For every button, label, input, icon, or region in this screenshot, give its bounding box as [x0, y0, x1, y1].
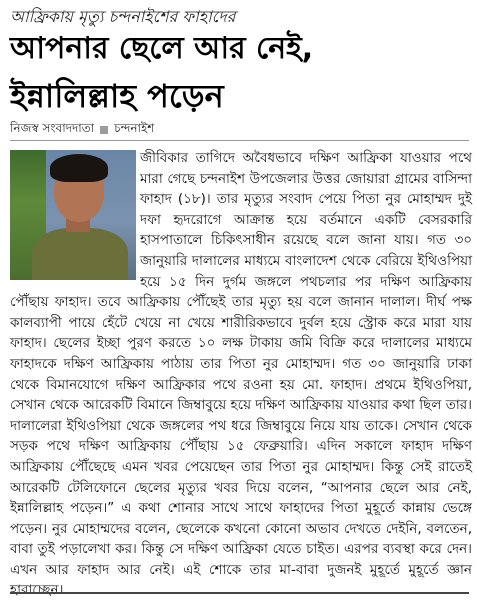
headline-line-2: ইন্নালিল্লাহ পড়েন — [10, 77, 224, 115]
article-body-text: জীবিকার তাগিদে অবৈধভাবে দক্ষিণ আফ্রিকা যাওয়ার পথে মারা গেছে চন্দনাইশ উপজেলার উত্তর জোয়ারা গ্রামের বাসিন্দা ফাহাদ (১৮)। তার মৃত্যুর সংবাদ পেয়ে পিতা নুর মোহাম্মদ দুই দফা হৃদরোগে আক্রান্ত হয়ে বর্তমানে একটি বেসরকারি হাসপাতালে চিকিৎসাধীন রয়েছে বলে জানা যায়। গত ৩০ জানুয়ারি দালালের মাধ্যমে বাংলাদেশ থেকে বেরিয়ে ইথিওপিয়া হয়ে ১৫ দিন দুর্গম জঙ্গলে পথচলার পর দক্ষিণ আফ্রিকায় পৌঁছায় ফাহাদ। তবে আফ্রিকায় পৌঁছেই তার মৃত্যু হয় বলে জানান দালাল। দীর্ঘ পক্ষ কালব্যাপী পায়ে হেঁটে খেয়ে না খেয়ে শারীরিকভাবে দুর্বল হয়ে স্ট্রোক করে মারা যায় ফাহাদ। ছেলের ইচ্ছা পুরণ করতে ১০ লক্ষ টাকায় জমি বিক্রি করে দালালের মাধ্যমে ফাহাদকে দক্ষিণ আফ্রিকায় পাঠায় তার পিতা নুর মোহাম্মদ। গত ৩০ জানুয়ারি ঢাকা থেকে বিমানযোগে দক্ষিণ আফ্রিকার পথে রওনা হয় মো. ফাহাদ। প্রথমে ইথিওপিয়া, সেখান থেকে আরেকটি বিমানে জিম্বাবুয়ে হয়ে দক্ষিণ আফ্রিকায় যাওয়ার কথা ছিল তার। দালালেরা ইথিওপিয়া থেকে জঙ্গলের পথ ধরে জিম্বাবুয়ে নিয়ে যায় তাকে। সেখান থেকে সড়ক পথে দক্ষিণ আফ্রিকায় পৌঁছায় ১৫ ফেব্রুয়ারি। এদিন সকালে ফাহাদ দক্ষিণ আফ্রিকায় পৌঁছেছে এমন খবর পেয়েছেন তার পিতা নুর মোহাম্মদ। কিন্তু সেই রাতেই আরেকটি টেলিফোনে ছেলের মৃত্যুর খবর দিয়ে বলেন, “আপনার ছেলে আর নেই, ইন্নালিল্লাহ পড়েন।” এ কথা শোনার সাথে সাথে ফাহাদের পিতা মুহূর্তে কান্নায় ভেঙ্গে পড়েন। নুর মোহাম্মদের বলেন, ছেলেকে কখনো কোনো অভাব দেখতে দেইনি, বলতেন, বাবা তুই পড়ালেখা কর। কিন্তু সে দক্ষিণ আফ্রিকা যেতে চাইত। এরপর ব্যবস্থা করে দেন। এখন আর ফাহাদ আর নেই। এই শোকে তার মা-বাবা দুজনই মুহূর্তে মুহূর্তে জ্ঞান হারাচ্ছেন। — [10, 150, 472, 599]
byline — [10, 120, 470, 140]
separator-square-icon — [100, 126, 108, 134]
headline-line-1: আপনার ছেলে আর নেই, — [10, 31, 314, 66]
article-body — [10, 148, 472, 601]
photo-space — [10, 148, 140, 282]
bottom-divider — [10, 592, 469, 594]
byline-location: চন্দনাইশ — [114, 121, 155, 135]
byline-author: নিজস্ব সংবাদদাতা — [10, 121, 95, 135]
byline-divider — [10, 140, 469, 141]
article-kicker: আফ্রিকায় মৃত্যু চন্দনাইশের ফাহাদের — [10, 7, 236, 26]
